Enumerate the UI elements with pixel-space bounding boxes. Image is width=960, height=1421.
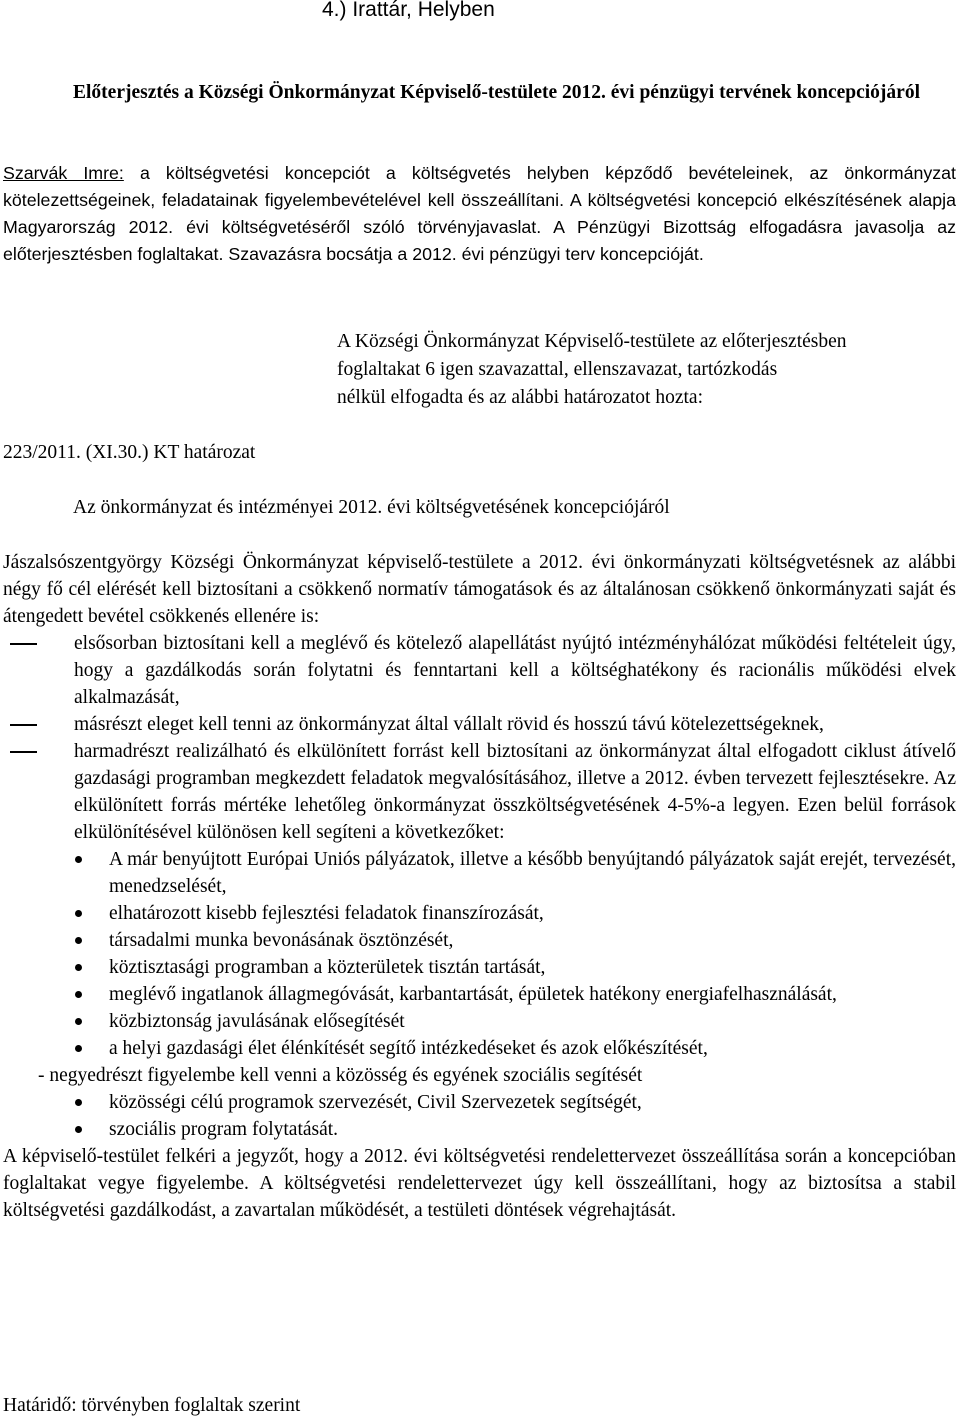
development-item [3, 981, 956, 1008]
goal-text: harmadrészt realizálható és elkülönített forrást kell biztosítani az önkormányzat által elfogadott ciklust átívelő gazdasági programban megkezdett feladatok megvalósításához, illetve a 2012. évben tervezett fejlesztésekre. Az elkülönített forrás mértéke lehetőleg önkormányzat összköltségvetésének 4-5%-a legyen. Ezen belül források elkülönítésével különösen kell segíteni a következőket: [74, 741, 956, 843]
closing-paragraph: A képviselő-testület felkéri a jegyzőt, hogy a 2012. évi költségvetési rendelettervezet összeállítása során a koncepcióban foglaltakat vegye figyelembe. A költségvetési rendelettervezet úgy kell összeállítani, hogy az biztosítsa a stabil költségvetési gazdálkodást, a zavartalan működését, a testületi döntések végrehajtását. [3, 1146, 956, 1221]
goal-item [3, 738, 956, 846]
intro-text: a költségvetési koncepciót a költségvetés helyben képződő bevételeinek, az önkormányzat kötelezettségeinek, feladatainak figyelembevételével kell összeállítani. A költségvetési koncepció elkészítésének alapja Magyarország 2012. évi költségvetéséről szóló törvényjavaslat. A Pénzügyi Bizottság elfogadásra javasolja az előterjesztésben foglaltakat. Szavazásra bocsátja a 2012. évi pénzügyi terv koncepcióját. [3, 163, 956, 264]
development-item [3, 846, 956, 900]
bullet-icon [75, 1018, 82, 1025]
goal-text: másrészt eleget kell tenni az önkormányzat által vállalt rövid és hosszú távú kötelezettségeknek, [74, 714, 824, 735]
resolution-subject: Az önkormányzat és intézményei 2012. évi költségvetésének koncepciójáról [73, 497, 670, 518]
bullet-icon [75, 937, 82, 944]
fourth-goal: - negyedrészt figyelembe kell venni a közösség és egyének szociális segítését [38, 1065, 643, 1086]
vote-line: foglaltakat 6 igen szavazattal, ellenszavazat, tartózkodás [337, 359, 778, 380]
development-item-text: meglévő ingatlanok állagmegóvását, karbantartását, épületek hatékony energiafelhasználását, [109, 984, 837, 1005]
goal-text: elsősorban biztosítani kell a meglévő és kötelező alapellátást nyújtó intézményhálózat működési feltételeit úgy, hogy a gazdálkodás során folytatni és fenntartani kell a költséghatékony és racionális működési elvek alkalmazását, [74, 633, 956, 708]
development-item [3, 1035, 956, 1062]
resolution-number: 223/2011. (XI.30.) KT határozat [3, 442, 256, 463]
deadline: Határidő: törvényben foglaltak szerint [3, 1395, 301, 1416]
social-item-text: közösségi célú programok szervezését, Civil Szervezetek segítségét, [109, 1092, 642, 1113]
development-item-text: elhatározott kisebb fejlesztési feladatok finanszírozását, [109, 903, 544, 924]
bullet-icon [75, 991, 82, 998]
vote-line: A Községi Önkormányzat Képviselő-testülete az előterjesztésben [337, 331, 847, 352]
bullet-icon [75, 1126, 82, 1133]
development-item-text: közbiztonság javulásának elősegítését [109, 1011, 405, 1032]
social-item [3, 1116, 956, 1143]
development-item-text: a helyi gazdasági élet élénkítését segítő intézkedéseket és azok előkészítését, [109, 1038, 708, 1059]
subject-title: Előterjesztés a Községi Önkormányzat Képviselő-testülete 2012. évi pénzügyi tervének koncepciójáról [73, 82, 921, 103]
development-item [3, 1008, 956, 1035]
dash-marker [10, 724, 37, 726]
dash-marker [10, 643, 37, 645]
goal-item [3, 711, 956, 738]
dash-marker [10, 751, 37, 753]
social-item [3, 1089, 956, 1116]
vote-line: nélkül elfogadta és az alábbi határozatot hozta: [337, 387, 703, 408]
document-heading: 4.) Irattár, Helyben [322, 0, 495, 21]
development-item [3, 954, 956, 981]
development-item-text: társadalmi munka bevonásának ösztönzését, [109, 930, 454, 951]
bullet-icon [75, 856, 82, 863]
resolution-body [3, 549, 956, 1224]
development-item-text: köztisztasági programban a közterületek tisztán tartását, [109, 957, 546, 978]
bullet-icon [75, 910, 82, 917]
bullet-icon [75, 1045, 82, 1052]
development-item [3, 900, 956, 927]
social-item-text: szociális program folytatását. [109, 1119, 339, 1140]
vote-statement [337, 328, 959, 412]
goal-item [3, 630, 956, 711]
development-item-text: A már benyújtott Európai Uniós pályázatok, illetve a később benyújtandó pályázatok saját erejét, tervezését, menedzselését, [109, 849, 956, 897]
resolution-intro: Jászalsószentgyörgy Községi Önkormányzat képviselő-testülete a 2012. évi önkormányzati költségvetésnek az alábbi négy fő cél elérését kell biztosítani a csökkenő normatív támogatások és az általánosan csökkenő önkormányzati saját és átengedett bevétel csökkenés ellenére is: [3, 552, 956, 627]
bullet-icon [75, 1099, 82, 1106]
development-item [3, 927, 956, 954]
bullet-icon [75, 964, 82, 971]
speaker-name: Szarvák Imre: [3, 163, 124, 183]
intro-paragraph [3, 160, 956, 268]
